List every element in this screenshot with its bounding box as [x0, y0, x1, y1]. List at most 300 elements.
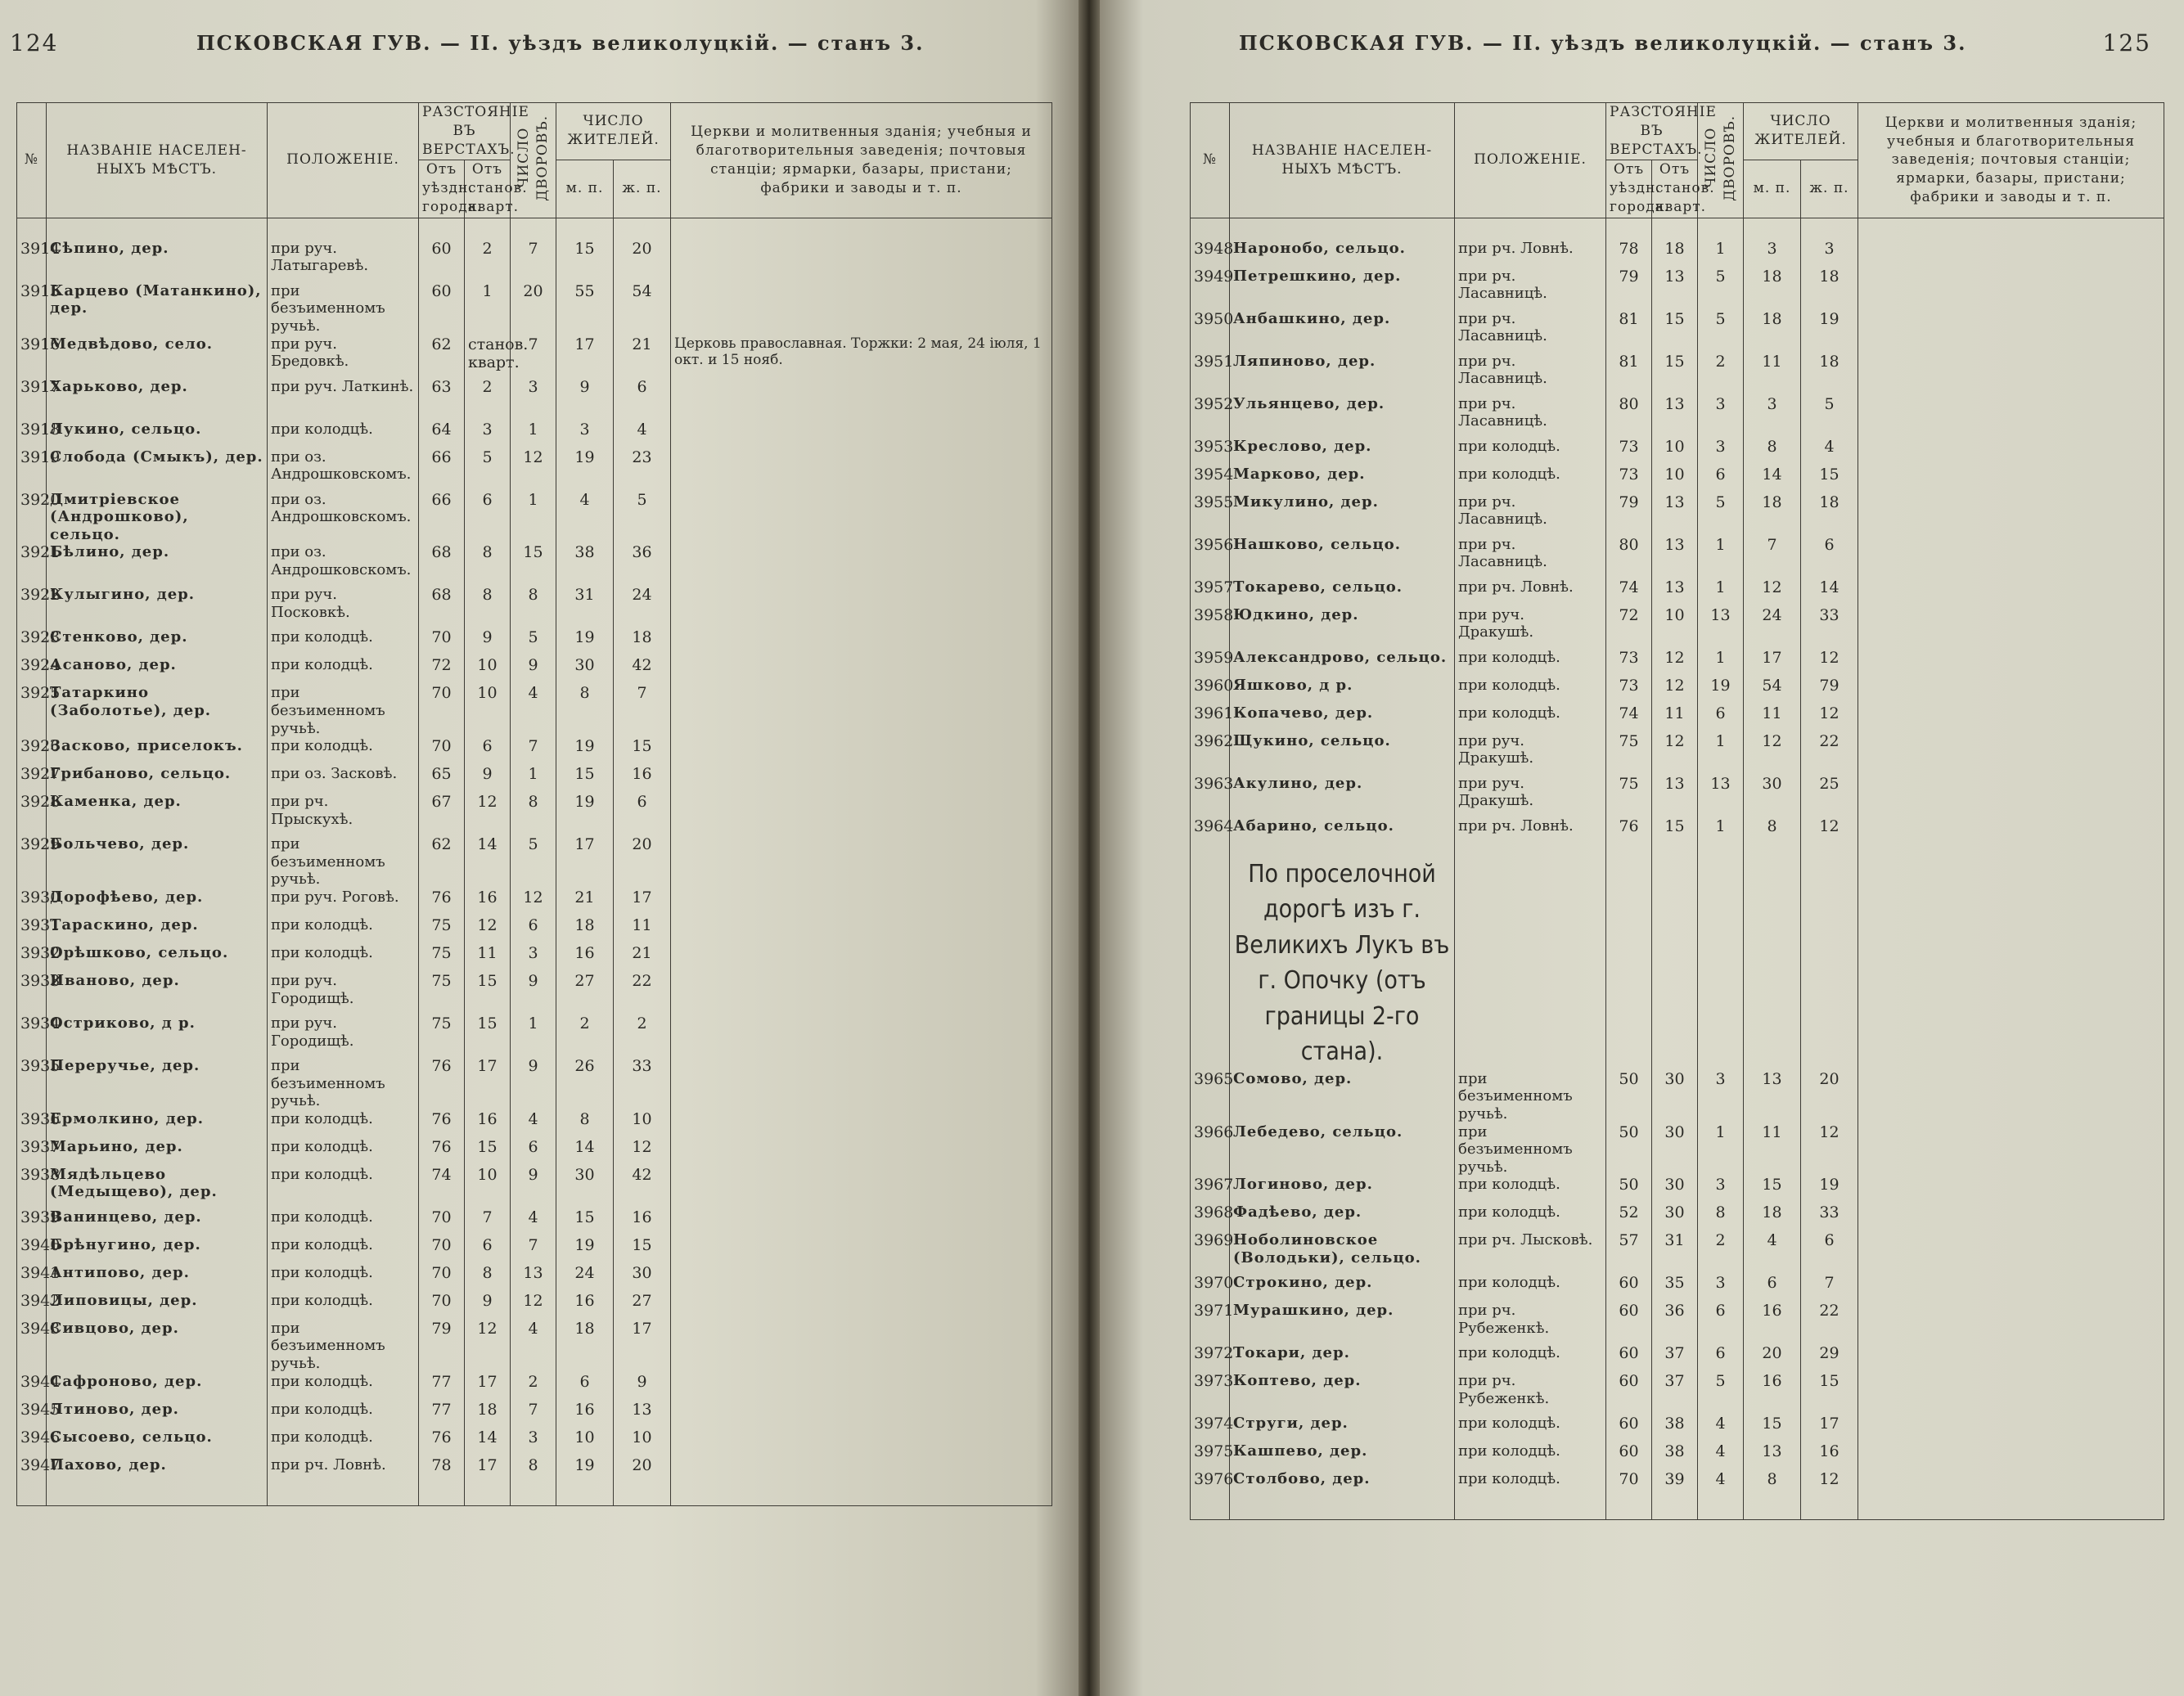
row-number: 3944: [17, 1373, 47, 1401]
household-count: 1: [1698, 817, 1744, 845]
row-number: 3970: [1191, 1274, 1230, 1302]
table-row: [17, 888, 1052, 916]
distance-town: 79: [1606, 493, 1652, 536]
row-number: 3932: [17, 944, 47, 972]
female-count: 18: [1801, 493, 1858, 536]
place-position: при колодцѣ.: [1455, 1274, 1606, 1302]
col-num-header: №: [17, 103, 47, 218]
male-count: 21: [556, 888, 614, 916]
place-notes: [1858, 438, 2164, 466]
distance-stan: 10: [1652, 466, 1698, 493]
right-table-body: [1191, 218, 2164, 1520]
row-number: 3934: [17, 1014, 47, 1057]
male-count: 8: [1744, 1470, 1801, 1520]
distance-stan: 15: [465, 972, 511, 1014]
place-notes: [671, 378, 1052, 421]
distance-stan: 16: [465, 888, 511, 916]
distance-stan: 36: [1652, 1302, 1698, 1344]
table-row: [1191, 1274, 2164, 1302]
female-count: 12: [614, 1138, 671, 1166]
male-count: 3: [1744, 395, 1801, 438]
table-row: [17, 656, 1052, 684]
distance-stan: 30: [1652, 1176, 1698, 1203]
household-count: 3: [511, 378, 556, 421]
household-count: 5: [1698, 1372, 1744, 1415]
distance-town: 76: [419, 1138, 465, 1166]
place-name: Юдкино, дер.: [1230, 606, 1455, 649]
place-position: при колодцѣ.: [268, 421, 419, 448]
distance-stan: 37: [1652, 1344, 1698, 1372]
col-distance-header: РАЗСТОЯНІЕ ВЪ ВЕРСТАХЪ.: [419, 103, 511, 160]
household-count: 8: [511, 793, 556, 835]
male-count: 11: [1744, 353, 1801, 395]
male-count: 4: [1744, 1231, 1801, 1274]
female-count: 21: [614, 944, 671, 972]
place-name: Липовицы, дер.: [47, 1292, 268, 1320]
distance-stan: 18: [1652, 240, 1698, 268]
place-position: при рч. Рубеженкѣ.: [1455, 1372, 1606, 1415]
table-row: [17, 586, 1052, 628]
row-number: 3930: [17, 888, 47, 916]
distance-stan: 12: [1652, 677, 1698, 704]
col-dist-town-header: Отъ уѣздн. города.: [1606, 160, 1652, 218]
row-number: 3959: [1191, 649, 1230, 677]
male-count: 17: [1744, 649, 1801, 677]
col-distance-header: РАЗСТОЯНІЕ ВЪ ВЕРСТАХЪ.: [1606, 103, 1698, 160]
male-count: 14: [1744, 466, 1801, 493]
female-count: 16: [614, 765, 671, 793]
place-notes: [671, 448, 1052, 491]
male-count: 15: [556, 1208, 614, 1236]
female-count: 15: [1801, 466, 1858, 493]
female-count: 15: [1801, 1372, 1858, 1415]
female-count: 12: [1801, 704, 1858, 732]
distance-stan: 13: [1652, 493, 1698, 536]
place-position: при колодцѣ.: [1455, 1470, 1606, 1520]
household-count: 4: [511, 1208, 556, 1236]
female-count: 79: [1801, 677, 1858, 704]
distance-town: 50: [1606, 1070, 1652, 1123]
household-count: 1: [1698, 240, 1744, 268]
row-number: 3926: [17, 737, 47, 765]
table-row: [17, 765, 1052, 793]
place-notes: [1858, 649, 2164, 677]
table-row: [17, 1208, 1052, 1236]
distance-stan: 13: [1652, 536, 1698, 578]
distance-town: 77: [419, 1373, 465, 1401]
place-position: при рч. Ловнѣ.: [1455, 240, 1606, 268]
place-position: при оз. Андрошковскомъ.: [268, 491, 419, 544]
place-name: Александрово, сельцо.: [1230, 649, 1455, 677]
male-count: 31: [556, 586, 614, 628]
right-page: [1100, 0, 2184, 1696]
distance-stan: 2: [465, 378, 511, 421]
left-page-header: [0, 25, 1078, 65]
female-count: 4: [614, 421, 671, 448]
distance-stan: 12: [1652, 732, 1698, 775]
distance-town: 60: [419, 282, 465, 335]
household-count: 1: [1698, 732, 1744, 775]
household-count: 13: [1698, 606, 1744, 649]
household-count: 8: [511, 586, 556, 628]
place-notes: [671, 1456, 1052, 1506]
place-notes: [671, 793, 1052, 835]
household-count: 3: [1698, 395, 1744, 438]
place-notes: [671, 916, 1052, 944]
place-name: Лукино, сельцо.: [47, 421, 268, 448]
female-count: 20: [1801, 1070, 1858, 1123]
household-count: 1: [511, 1014, 556, 1057]
col-num-header: №: [1191, 103, 1230, 218]
female-count: 29: [1801, 1344, 1858, 1372]
place-position: при рч. Ловнѣ.: [1455, 817, 1606, 845]
distance-stan: 11: [465, 944, 511, 972]
place-name: Лебедево, сельцо.: [1230, 1123, 1455, 1176]
place-notes: [1858, 1070, 2164, 1123]
female-count: 12: [1801, 817, 1858, 845]
place-notes: [1858, 240, 2164, 268]
male-count: 3: [556, 421, 614, 448]
place-position: при безъименномъ ручьѣ.: [268, 1057, 419, 1110]
place-position: при рч. Прыскухѣ.: [268, 793, 419, 835]
male-count: 8: [556, 1110, 614, 1138]
distance-town: 70: [1606, 1470, 1652, 1520]
distance-town: 66: [419, 491, 465, 544]
place-position: при руч. Латыгаревѣ.: [268, 240, 419, 282]
place-notes: [1858, 536, 2164, 578]
row-number: 3918: [17, 421, 47, 448]
place-position: при колодцѣ.: [268, 944, 419, 972]
household-count: 1: [1698, 578, 1744, 606]
household-count: 1: [1698, 649, 1744, 677]
distance-stan: 13: [1652, 578, 1698, 606]
table-row: [1191, 395, 2164, 438]
female-count: 33: [1801, 606, 1858, 649]
male-count: 4: [556, 491, 614, 544]
place-position: при рч. Ловнѣ.: [1455, 578, 1606, 606]
place-position: при колодцѣ.: [268, 1110, 419, 1138]
household-count: 6: [1698, 704, 1744, 732]
distance-stan: 9: [465, 628, 511, 656]
distance-stan: 12: [465, 916, 511, 944]
female-count: 33: [1801, 1203, 1858, 1231]
household-count: 3: [511, 1428, 556, 1456]
place-notes: [671, 543, 1052, 586]
male-count: 8: [1744, 817, 1801, 845]
col-dist-town-header: Отъ уѣздн. города.: [419, 160, 465, 218]
place-notes: [671, 421, 1052, 448]
male-count: 18: [1744, 310, 1801, 353]
place-name: Акулино, дер.: [1230, 775, 1455, 817]
female-count: 17: [1801, 1415, 1858, 1442]
place-position: при оз. Андрошковскомъ.: [268, 543, 419, 586]
distance-stan: 30: [1652, 1203, 1698, 1231]
male-count: 18: [556, 1320, 614, 1373]
distance-town: 76: [419, 1428, 465, 1456]
place-name: Строкино, дер.: [1230, 1274, 1455, 1302]
distance-town: 68: [419, 586, 465, 628]
place-position: при колодцѣ.: [268, 1166, 419, 1208]
male-count: 30: [556, 656, 614, 684]
household-count: 6: [511, 916, 556, 944]
male-count: 18: [556, 916, 614, 944]
col-male-header: м. п.: [556, 160, 614, 218]
place-notes: [1858, 1203, 2164, 1231]
place-position: при рч. Ловнѣ.: [268, 1456, 419, 1506]
distance-stan: 13: [1652, 775, 1698, 817]
row-number: 3975: [1191, 1442, 1230, 1470]
place-position: при колодцѣ.: [268, 1138, 419, 1166]
household-count: 7: [511, 1401, 556, 1428]
row-number: 3925: [17, 684, 47, 737]
female-count: 12: [1801, 1123, 1858, 1176]
place-position: при безъименномъ ручьѣ.: [1455, 1070, 1606, 1123]
table-row: [1191, 240, 2164, 268]
row-number: 3931: [17, 916, 47, 944]
place-position: при оз. Засковѣ.: [268, 765, 419, 793]
distance-town: 60: [419, 240, 465, 282]
place-position: при колодцѣ.: [268, 916, 419, 944]
place-notes: [1858, 1274, 2164, 1302]
row-number: 3949: [1191, 268, 1230, 310]
female-count: 7: [614, 684, 671, 737]
place-name: Коптево, дер.: [1230, 1372, 1455, 1415]
place-name: Сѣпино, дер.: [47, 240, 268, 282]
household-count: 9: [511, 656, 556, 684]
distance-stan: 10: [465, 1166, 511, 1208]
table-row: [1191, 438, 2164, 466]
table-row: [1191, 704, 2164, 732]
row-number: 3950: [1191, 310, 1230, 353]
distance-town: 70: [419, 737, 465, 765]
place-name: Ляпиново, дер.: [1230, 353, 1455, 395]
female-count: 21: [614, 335, 671, 378]
distance-stan: 6: [465, 1236, 511, 1264]
place-name: Нашково, сельцо.: [1230, 536, 1455, 578]
household-count: 2: [511, 1373, 556, 1401]
left-table-header: [17, 103, 1052, 218]
place-position: при колодцѣ.: [268, 628, 419, 656]
female-count: 30: [614, 1264, 671, 1292]
place-position: при руч. Латкинѣ.: [268, 378, 419, 421]
male-count: 15: [556, 240, 614, 282]
table-row: [1191, 649, 2164, 677]
place-notes: [671, 1166, 1052, 1208]
place-position: при руч. Дракушѣ.: [1455, 732, 1606, 775]
household-count: 5: [1698, 310, 1744, 353]
male-count: 19: [556, 737, 614, 765]
household-count: 6: [511, 1138, 556, 1166]
place-name: Ермолкино, дер.: [47, 1110, 268, 1138]
distance-town: 60: [1606, 1274, 1652, 1302]
female-count: 15: [614, 1236, 671, 1264]
household-count: 13: [1698, 775, 1744, 817]
place-position: при безъименномъ ручьѣ.: [268, 835, 419, 888]
col-position-header: ПОЛОЖЕНІЕ.: [1455, 103, 1606, 218]
left-page-number: 124: [10, 29, 59, 56]
distance-stan: 12: [465, 1320, 511, 1373]
male-count: 12: [1744, 578, 1801, 606]
household-count: 1: [511, 421, 556, 448]
place-name: Бѣлино, дер.: [47, 543, 268, 586]
place-name: Харьково, дер.: [47, 378, 268, 421]
distance-town: 52: [1606, 1203, 1652, 1231]
distance-town: 76: [419, 1110, 465, 1138]
table-row: [1191, 268, 2164, 310]
distance-stan: 15: [465, 1014, 511, 1057]
distance-stan: 12: [465, 793, 511, 835]
table-row: [17, 835, 1052, 888]
place-name: Фадѣево, дер.: [1230, 1203, 1455, 1231]
distance-town: 75: [1606, 732, 1652, 775]
distance-stan: 15: [465, 1138, 511, 1166]
female-count: 4: [1801, 438, 1858, 466]
distance-stan: 30: [1652, 1123, 1698, 1176]
col-inhabitants-header: ЧИСЛО ЖИТЕЛЕЙ.: [1744, 103, 1858, 160]
table-row: [17, 737, 1052, 765]
female-count: 18: [1801, 353, 1858, 395]
table-row: [17, 684, 1052, 737]
household-count: 4: [511, 1110, 556, 1138]
household-count: 5: [1698, 493, 1744, 536]
table-row: [1191, 817, 2164, 845]
distance-town: 60: [1606, 1344, 1652, 1372]
place-notes: [671, 1373, 1052, 1401]
place-position: при колодцѣ.: [268, 1401, 419, 1428]
distance-town: 70: [419, 1236, 465, 1264]
table-row: [1191, 606, 2164, 649]
distance-stan: 31: [1652, 1231, 1698, 1274]
male-count: 24: [556, 1264, 614, 1292]
female-count: 16: [1801, 1442, 1858, 1470]
female-count: 13: [614, 1401, 671, 1428]
table-row: [1191, 1123, 2164, 1176]
place-notes: [671, 684, 1052, 737]
distance-town: 73: [1606, 677, 1652, 704]
table-row: [1191, 353, 2164, 395]
table-row: [17, 448, 1052, 491]
distance-town: 70: [419, 684, 465, 737]
col-notes-header: Церкви и молитвенныя зданія; учебныя и благотворительныя заведенія; почтовыя станціи; ярмарки, базары, пристани; фабрики и заводы и т. п.: [1858, 103, 2164, 218]
table-row: [17, 916, 1052, 944]
distance-town: 76: [419, 1057, 465, 1110]
row-number: 3943: [17, 1320, 47, 1373]
household-count: 12: [511, 888, 556, 916]
distance-town: 73: [1606, 649, 1652, 677]
row-number: 3969: [1191, 1231, 1230, 1274]
female-count: 6: [614, 793, 671, 835]
place-notes: [1858, 775, 2164, 817]
row-number: 3924: [17, 656, 47, 684]
row-number: 3915: [17, 282, 47, 335]
place-name: Кашпево, дер.: [1230, 1442, 1455, 1470]
row-number: 3921: [17, 543, 47, 586]
place-position: при колодцѣ.: [1455, 1344, 1606, 1372]
place-name: Мурашкино, дер.: [1230, 1302, 1455, 1344]
distance-stan: 10: [1652, 438, 1698, 466]
place-notes: [671, 1264, 1052, 1292]
distance-stan: 11: [1652, 704, 1698, 732]
distance-stan: 17: [465, 1057, 511, 1110]
distance-town: 75: [419, 944, 465, 972]
distance-stan: 9: [465, 1292, 511, 1320]
place-name: Тараскино, дер.: [47, 916, 268, 944]
place-name: Наронобо, сельцо.: [1230, 240, 1455, 268]
place-notes: [1858, 1302, 2164, 1344]
place-notes: [671, 1208, 1052, 1236]
place-notes: [671, 1014, 1052, 1057]
route-section-heading: По проселочной дорогѣ изъ г. Великихъ Лукъ въ г. Опочку (отъ границы 2-го стана).: [1234, 859, 1450, 1067]
female-count: 6: [1801, 536, 1858, 578]
place-name: Иваново, дер.: [47, 972, 268, 1014]
female-count: 5: [614, 491, 671, 544]
place-name: Токарево, сельцо.: [1230, 578, 1455, 606]
place-name: Антипово, дер.: [47, 1264, 268, 1292]
household-count: 4: [1698, 1415, 1744, 1442]
distance-town: 70: [419, 1208, 465, 1236]
table-row: [1191, 1415, 2164, 1442]
female-count: 3: [1801, 240, 1858, 268]
place-position: при безъименномъ ручьѣ.: [268, 282, 419, 335]
distance-town: 50: [1606, 1123, 1652, 1176]
household-count: 2: [1698, 353, 1744, 395]
place-notes: [1858, 353, 2164, 395]
row-number: 3976: [1191, 1470, 1230, 1520]
household-count: 3: [511, 944, 556, 972]
household-count: 3: [1698, 1070, 1744, 1123]
female-count: 5: [1801, 395, 1858, 438]
household-count: 7: [511, 335, 556, 378]
female-count: 20: [614, 240, 671, 282]
place-position: при колодцѣ.: [1455, 704, 1606, 732]
row-number: 3941: [17, 1264, 47, 1292]
male-count: 13: [1744, 1070, 1801, 1123]
female-count: 11: [614, 916, 671, 944]
female-count: 9: [614, 1373, 671, 1401]
place-position: при колодцѣ.: [268, 1208, 419, 1236]
row-number: 3957: [1191, 578, 1230, 606]
place-notes: [1858, 268, 2164, 310]
female-count: 17: [614, 1320, 671, 1373]
col-female-header: ж. п.: [614, 160, 671, 218]
female-count: 22: [1801, 1302, 1858, 1344]
place-notes: [1858, 466, 2164, 493]
col-name-header: НАЗВАНІЕ НАСЕЛЕН- НЫХЪ МѢСТЪ.: [47, 103, 268, 218]
table-row: [1191, 536, 2164, 578]
table-row: [17, 944, 1052, 972]
right-table-header: [1191, 103, 2164, 218]
row-number: 3954: [1191, 466, 1230, 493]
distance-stan: 15: [1652, 310, 1698, 353]
table-row: [17, 1456, 1052, 1506]
table-row: [1191, 493, 2164, 536]
place-position: при колодцѣ.: [1455, 1442, 1606, 1470]
place-position: при руч. Дракушѣ.: [1455, 775, 1606, 817]
place-name: Абарино, сельцо.: [1230, 817, 1455, 845]
table-row: [1191, 1176, 2164, 1203]
place-position: при колодцѣ.: [1455, 649, 1606, 677]
place-name: Ноболиновское (Володьки), сельцо.: [1230, 1231, 1455, 1274]
table-row: [1191, 578, 2164, 606]
distance-town: 72: [419, 656, 465, 684]
male-count: 30: [1744, 775, 1801, 817]
distance-town: 76: [419, 888, 465, 916]
table-row: [17, 1014, 1052, 1057]
left-page-title: ПСКОВСКАЯ ГУВ. — II. уѣздъ великолуцкій. — станъ 3.: [196, 31, 925, 55]
place-name: Асаново, дер.: [47, 656, 268, 684]
male-count: 11: [1744, 1123, 1801, 1176]
place-notes: [671, 1236, 1052, 1264]
